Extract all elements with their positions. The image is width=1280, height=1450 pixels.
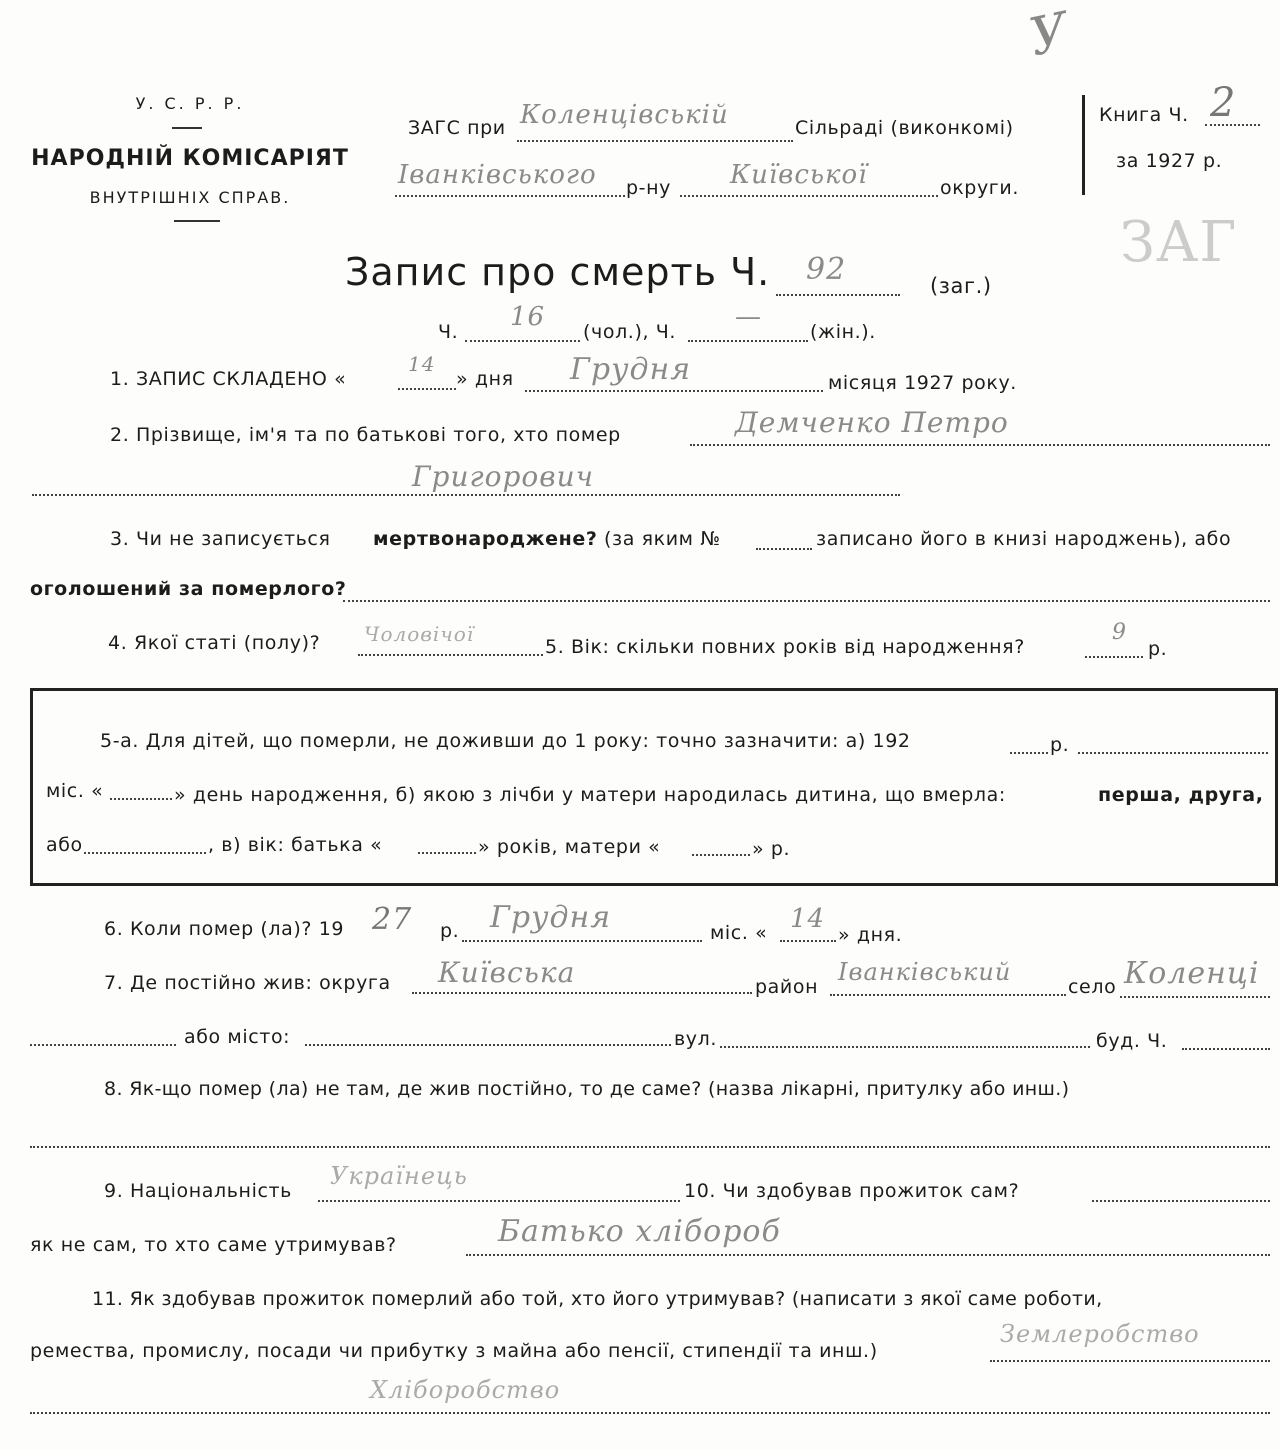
- okruha-line: [680, 195, 938, 197]
- field3-line1-a: 3. Чи не записується: [110, 528, 331, 550]
- field5-suffix: р.: [1148, 638, 1168, 660]
- field5a-line3-d: » р.: [752, 838, 791, 860]
- field5a-line1-r: р.: [1050, 734, 1070, 756]
- hw-okruha: Київської: [730, 160, 868, 190]
- field5a-first-second: перша, друга,: [1098, 784, 1264, 806]
- field10-supporter-line: [466, 1254, 1270, 1256]
- field3-line2: [343, 600, 1270, 602]
- field10-label: 10. Чи здобував прожиток сам?: [684, 1180, 1020, 1202]
- men-suffix: (чол.), Ч.: [583, 321, 677, 343]
- hw-book-number: 2: [1210, 80, 1237, 126]
- field11-line2: ремества, промислу, посади чи прибутку з майна або пенсії, стипендії та инш.): [30, 1340, 878, 1362]
- zags-suffix: Сільраді (виконкомі): [795, 117, 1014, 139]
- women-number-line: [688, 340, 808, 342]
- field7-vul: вул.: [674, 1028, 718, 1050]
- field5a-year-line: [1010, 752, 1048, 754]
- field9-label: 9. Національність: [104, 1180, 292, 1202]
- field1-suffix: місяця 1927 року.: [828, 372, 1017, 394]
- hw-record-month: Грудня: [570, 352, 692, 387]
- women-suffix: (жін.).: [810, 321, 876, 343]
- field6-month-line: [462, 940, 702, 942]
- field7-selo: село: [1068, 976, 1117, 998]
- men-prefix: Ч.: [438, 321, 459, 343]
- field7-bud-line: [1182, 1048, 1270, 1050]
- field6-r: р.: [440, 920, 460, 942]
- hw-women-number: —: [735, 302, 762, 332]
- field6-label: 6. Коли помер (ла)? 19: [104, 918, 345, 940]
- field5a-month-line: [110, 798, 172, 800]
- book-label: Книга Ч.: [1099, 104, 1189, 126]
- hw-supporter: Батько хлібороб: [498, 1214, 781, 1249]
- field3-line1-d: записано його в книзі народжень), або: [816, 528, 1232, 550]
- field5-line: [1085, 656, 1143, 658]
- field9-line: [318, 1200, 680, 1202]
- field3-declared-dead: оголошений за померлого?: [30, 578, 347, 600]
- hw-age: 9: [1112, 620, 1127, 645]
- field7-bud: буд. Ч.: [1096, 1030, 1168, 1052]
- hw-okruha-residence: Київська: [438, 956, 576, 989]
- field4-label: 4. Якої статі (полу)?: [108, 632, 321, 654]
- hw-selo-residence: Коленці: [1124, 956, 1260, 991]
- field5a-line3-b: , в) вік: батька «: [208, 834, 383, 856]
- men-number-line: [465, 340, 580, 342]
- corner-handwritten-mark: У: [1024, 1, 1075, 69]
- field11-line3: [30, 1412, 1270, 1414]
- hw-death-year: 27: [372, 902, 413, 937]
- field6-mis: міс. «: [710, 922, 768, 944]
- field6-suffix: » дня.: [838, 924, 903, 946]
- zags-selrada-line: [517, 140, 793, 142]
- field7-misto-line: [305, 1044, 671, 1046]
- field10-line2: як не сам, то хто саме утримував?: [30, 1234, 397, 1256]
- field5a-line3-c: » років, матери «: [478, 836, 661, 858]
- hw-deceased-name-1: Демченко Петро: [735, 406, 1009, 439]
- hw-deceased-name-2: Григорович: [412, 460, 595, 493]
- field5a-order-line: [84, 852, 206, 854]
- zags-prefix: ЗАГС при: [408, 117, 506, 139]
- field10-line: [1092, 1200, 1270, 1202]
- margin-note: ЗАГ: [1120, 210, 1238, 275]
- header-separator-bottom: [174, 220, 220, 222]
- hw-sex: Чоловічої: [364, 622, 475, 646]
- field3-line1-c: (за яким №: [604, 528, 721, 550]
- field5a-line3-a: або: [46, 834, 83, 856]
- field7-misto: або місто:: [184, 1026, 291, 1048]
- republic-label: У. С. Р. Р.: [135, 94, 245, 113]
- rayon-line: [395, 195, 625, 197]
- field11-line1: 11. Як здобував прожиток померлий або той, хто його утримував? (написати з якої саме роботи,: [92, 1288, 1103, 1310]
- okruha-suffix: округи.: [940, 177, 1019, 199]
- field2-label: 2. Прізвище, ім'я та по батькові того, хто помер: [110, 424, 621, 446]
- field1-month-line: [525, 390, 823, 392]
- field5a-line2-b: » день народження, б) якою з лічби у матери народилась дитина, що вмерла:: [174, 784, 1006, 806]
- field1-day-line: [398, 388, 456, 390]
- field7-okruha-line: [412, 992, 752, 994]
- field8-label: 8. Як-що помер (ла) не там, де жив постійно, то де саме? (назва лікарні, притулку або инш.): [104, 1078, 1070, 1100]
- hw-occupation-1: Землеробство: [1000, 1320, 1200, 1348]
- field7-vul-line: [720, 1046, 1090, 1048]
- hw-men-number: 16: [510, 302, 546, 332]
- field5a-mother-line: [692, 854, 750, 856]
- field11-line2-fill: [990, 1360, 1270, 1362]
- field7-rayon-line: [830, 994, 1066, 996]
- rayon-suffix: р-ну: [626, 177, 671, 199]
- hw-selrada: Коленцівській: [520, 100, 729, 130]
- header-separator-top: [172, 127, 202, 129]
- field7-label: 7. Де постійно жив: округа: [104, 972, 391, 994]
- field5-label: 5. Вік: скільки повних років від народження?: [545, 636, 1025, 658]
- field8-line: [30, 1146, 1270, 1148]
- field4-line: [358, 654, 543, 656]
- commissariat-label: НАРОДНІЙ КОМІСАРІЯТ: [31, 146, 349, 171]
- field2-line2: [32, 494, 900, 496]
- field5a-line1-tail: [1078, 752, 1268, 754]
- hw-death-month: Грудня: [490, 900, 612, 935]
- book-year: за 1927 р.: [1116, 150, 1223, 172]
- field1-prefix: 1. ЗАПИС СКЛАДЕНО «: [110, 368, 347, 390]
- hw-record-day: 14: [408, 352, 436, 376]
- field7-selo-line: [1120, 996, 1270, 998]
- field5a-line1: 5-а. Для дітей, що померли, не доживши до 1 року: точно зазначити: а) 192: [100, 730, 911, 752]
- field2-line1: [690, 444, 1270, 446]
- field5a-father-line: [418, 852, 476, 854]
- hw-rayon: Іванківського: [398, 160, 597, 190]
- hw-nationality: Українець: [330, 1162, 468, 1190]
- field5a-line2-a: міс. «: [46, 780, 104, 802]
- field7-rayon: район: [755, 976, 819, 998]
- hw-death-day: 14: [790, 904, 826, 934]
- field1-day: » дня: [456, 368, 514, 390]
- record-number-line: [776, 294, 900, 296]
- hw-rayon-residence: Іванківський: [838, 958, 1012, 986]
- hw-record-number: 92: [806, 252, 847, 287]
- field6-day-line: [780, 940, 836, 942]
- field3-stillborn: мертвонароджене?: [373, 528, 598, 550]
- field7-line2-start: [30, 1044, 176, 1046]
- hw-occupation-2: Хліборобство: [370, 1376, 561, 1404]
- record-suffix: (заг.): [930, 274, 992, 298]
- department-label: ВНУТРІШНІХ СПРАВ.: [89, 188, 291, 207]
- record-title: Запис про смерть Ч.: [345, 250, 771, 294]
- field3-number-line: [756, 548, 812, 550]
